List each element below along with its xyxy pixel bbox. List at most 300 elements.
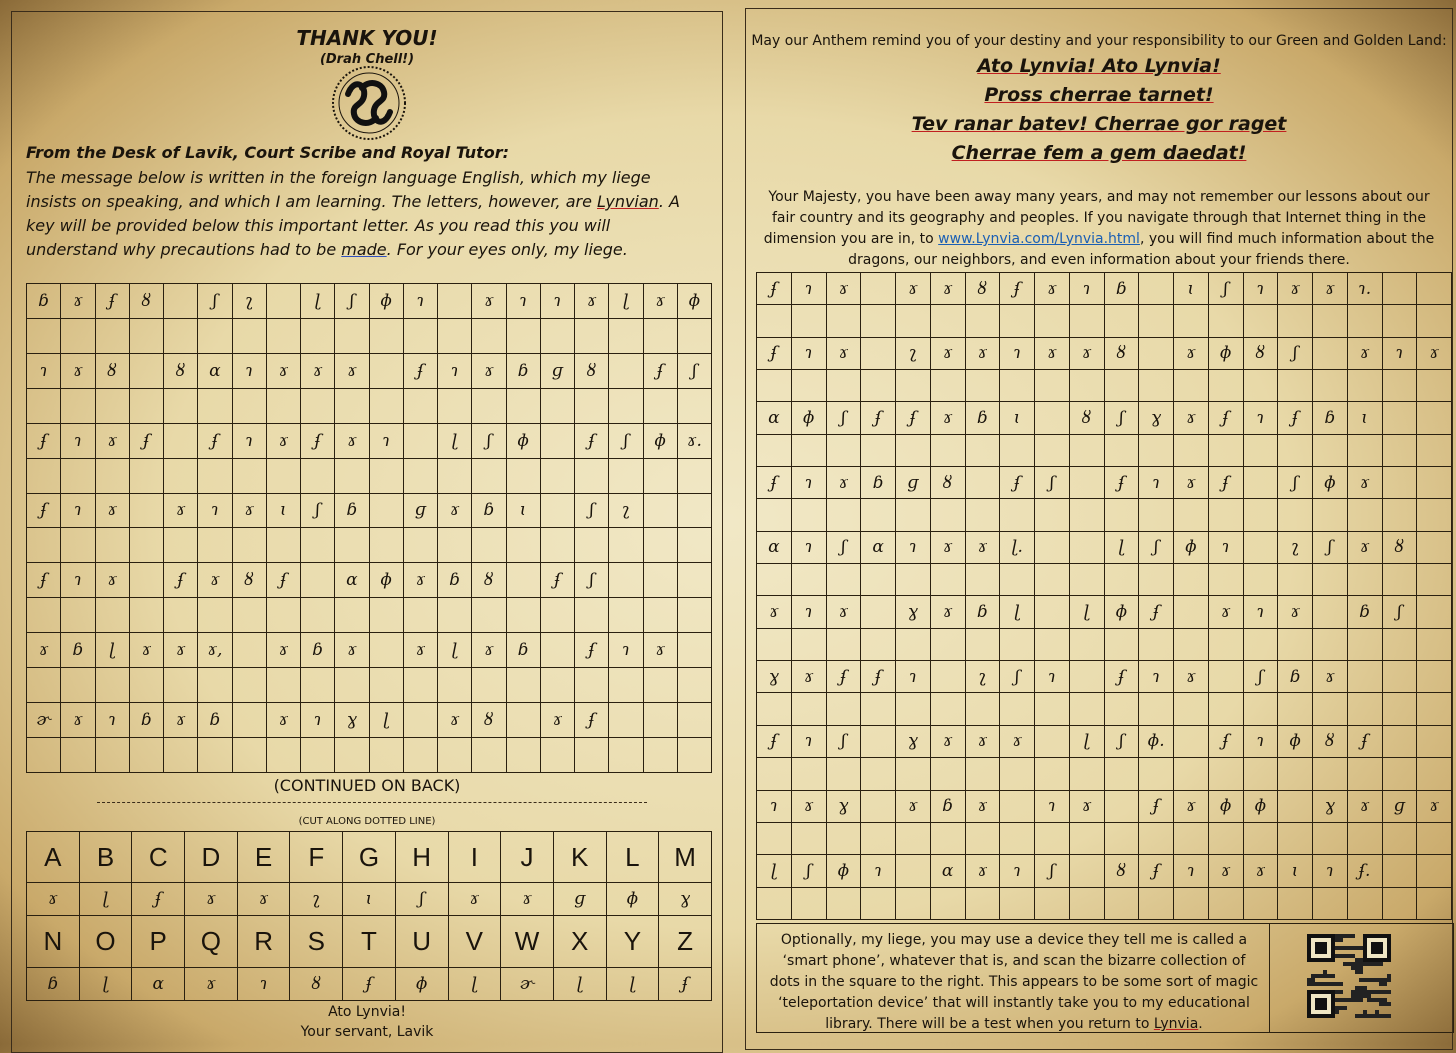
cipher-cell: ɑ: [335, 563, 369, 598]
cipher-cell: ɤ: [791, 790, 826, 822]
blank-cell: [757, 499, 792, 531]
blank-cell: [1104, 305, 1139, 337]
blank-cell: [335, 668, 369, 703]
blank-cell: [757, 434, 792, 466]
cipher-cell: ɤ: [757, 596, 792, 628]
blank-cell: [403, 737, 437, 772]
key-glyph: ɤ: [27, 883, 80, 916]
cipher-cell: ɣ: [757, 661, 792, 693]
cipher-cell: [861, 790, 896, 822]
blank-cell: [1069, 305, 1104, 337]
key-glyph: ɑ: [132, 967, 185, 1001]
blank-cell: [1174, 628, 1209, 660]
blank-cell: [1000, 564, 1035, 596]
cipher-cell: ɿ: [1243, 596, 1278, 628]
blank-cell: [575, 458, 609, 493]
cipher-cell: [129, 353, 163, 388]
blank-cell: [1174, 370, 1209, 402]
cipher-cell: [1382, 855, 1417, 887]
cipher-cell: ɿ: [438, 353, 472, 388]
blank-cell: [1035, 887, 1070, 919]
blank-cell: [369, 737, 403, 772]
blank-cell: [1347, 564, 1382, 596]
cipher-cell: ɿ: [301, 703, 335, 738]
cipher-cell: ɿ: [609, 633, 643, 668]
cipher-cell: ɤ: [61, 703, 95, 738]
blank-cell: [930, 822, 965, 854]
blank-cell: [1243, 499, 1278, 531]
blank-cell: [335, 737, 369, 772]
qr-code-icon[interactable]: [1307, 934, 1391, 1018]
cipher-cell: ɤ: [1174, 467, 1209, 499]
blank-cell: [506, 668, 540, 703]
cipher-cell: ɤ: [826, 273, 861, 305]
cipher-cell: ʃ: [826, 402, 861, 434]
cipher-cell: ʄ: [27, 493, 61, 528]
key-letter: O: [79, 916, 132, 967]
cipher-cell: ʅ: [965, 661, 1000, 693]
blank-cell: [965, 887, 1000, 919]
cipher-cell: ɤ: [1000, 725, 1035, 757]
blank-cell: [1208, 564, 1243, 596]
key-glyph: ȣ: [290, 967, 343, 1001]
blank-cell: [1313, 434, 1348, 466]
cipher-cell: ʄ: [757, 467, 792, 499]
blank-cell: [826, 822, 861, 854]
blank-cell: [301, 318, 335, 353]
blank-cell: [1347, 758, 1382, 790]
blank-cell: [575, 528, 609, 563]
blank-cell: [1104, 693, 1139, 725]
blank-cell: [1313, 305, 1348, 337]
cipher-cell: [1243, 467, 1278, 499]
cipher-cell: ɓ: [965, 402, 1000, 434]
cipher-row: [757, 402, 1452, 434]
cipher-cell: ʃ: [1035, 855, 1070, 887]
cipher-cell: ɿ: [1069, 273, 1104, 305]
key-glyph: ʅ: [290, 883, 343, 916]
cipher-cell: ɤ: [403, 633, 437, 668]
cipher-cell: [1313, 337, 1348, 369]
cipher-cell: [540, 423, 574, 458]
blank-cell: [301, 598, 335, 633]
cipher-blank-row: [757, 628, 1452, 660]
blank-cell: [791, 434, 826, 466]
blank-cell: [930, 499, 965, 531]
cipher-message-grid: [26, 283, 712, 773]
key-letter: U: [395, 916, 448, 967]
blank-cell: [1278, 434, 1313, 466]
cipher-cell: [677, 633, 711, 668]
blank-cell: [1347, 434, 1382, 466]
cipher-message-grid-back: [756, 272, 1452, 920]
blank-cell: [164, 388, 198, 423]
blank-cell: [643, 737, 677, 772]
closing-signature: Your servant, Lavik: [300, 1024, 434, 1040]
blank-cell: [826, 434, 861, 466]
blank-cell: [861, 758, 896, 790]
cipher-cell: ɣ: [1313, 790, 1348, 822]
cipher-cell: ȣ: [1104, 855, 1139, 887]
cipher-cell: [1243, 531, 1278, 563]
blank-cell: [301, 388, 335, 423]
blank-cell: [1139, 434, 1174, 466]
cipher-cell: [232, 633, 266, 668]
cipher-cell: ʃ: [1104, 402, 1139, 434]
blank-cell: [930, 305, 965, 337]
blank-cell: [301, 668, 335, 703]
cipher-cell: ɩ: [1174, 273, 1209, 305]
cipher-cell: ȣ: [472, 563, 506, 598]
cipher-blank-row: [757, 693, 1452, 725]
cipher-cell: [403, 703, 437, 738]
key-letter: G: [343, 832, 396, 883]
cipher-cell: ʄ: [757, 273, 792, 305]
blank-cell: [861, 564, 896, 596]
blank-cell: [27, 737, 61, 772]
cipher-cell: ɤ: [1313, 273, 1348, 305]
cipher-cell: ɿ: [791, 596, 826, 628]
blank-cell: [1417, 564, 1452, 596]
key-letter: F: [290, 832, 343, 883]
cipher-cell: [1104, 790, 1139, 822]
blank-cell: [1417, 305, 1452, 337]
blank-cell: [677, 737, 711, 772]
blank-cell: [198, 458, 232, 493]
blank-cell: [403, 458, 437, 493]
cipher-cell: ɭ: [1000, 596, 1035, 628]
blank-cell: [1174, 887, 1209, 919]
cipher-cell: ɑ: [198, 353, 232, 388]
blank-cell: [791, 628, 826, 660]
cipher-cell: ɿ: [61, 563, 95, 598]
blank-cell: [1347, 370, 1382, 402]
cipher-blank-row: [757, 758, 1452, 790]
blank-cell: [965, 628, 1000, 660]
cipher-cell: ʄ: [1208, 402, 1243, 434]
cipher-cell: ʃ: [1278, 337, 1313, 369]
blank-cell: [791, 499, 826, 531]
key-letter: Z: [659, 916, 712, 967]
cipher-cell: ʅ: [609, 493, 643, 528]
blank-cell: [609, 318, 643, 353]
blank-cell: [1104, 564, 1139, 596]
key-glyph: ɓ: [27, 967, 80, 1001]
blank-cell: [1208, 305, 1243, 337]
blank-cell: [335, 458, 369, 493]
blank-cell: [826, 693, 861, 725]
cipher-cell: [1069, 661, 1104, 693]
key-glyph: ɚ: [501, 967, 554, 1001]
cipher-cell: ʅ: [1278, 531, 1313, 563]
cipher-cell: ɤ: [129, 633, 163, 668]
cipher-cell: [1382, 467, 1417, 499]
key-glyph: ɡ: [553, 883, 606, 916]
key-glyph: ɤ: [501, 883, 554, 916]
blank-cell: [1069, 887, 1104, 919]
cipher-cell: [1417, 467, 1452, 499]
cipher-cell: ɤ: [930, 402, 965, 434]
cipher-cell: ʃ: [826, 531, 861, 563]
cipher-cell: ɡ: [1382, 790, 1417, 822]
cipher-cell: [506, 703, 540, 738]
cipher-cell: [506, 563, 540, 598]
blank-cell: [757, 758, 792, 790]
cipher-cell: ɓ: [198, 703, 232, 738]
blank-cell: [896, 628, 931, 660]
cipher-cell: ɿ: [1035, 661, 1070, 693]
cipher-cell: [1069, 531, 1104, 563]
cipher-cell: ɸ: [1243, 790, 1278, 822]
cipher-cell: ɿ: [896, 531, 931, 563]
blank-cell: [232, 598, 266, 633]
cipher-cell: ɸ: [1278, 725, 1313, 757]
cipher-blank-row: [27, 598, 712, 633]
blank-cell: [1104, 499, 1139, 531]
blank-cell: [677, 318, 711, 353]
key-letter: I: [448, 832, 501, 883]
key-glyph: ʄ: [132, 883, 185, 916]
blank-cell: [1347, 499, 1382, 531]
cipher-cell: ɓ: [472, 493, 506, 528]
blank-cell: [896, 758, 931, 790]
blank-cell: [129, 668, 163, 703]
blank-cell: [791, 822, 826, 854]
cipher-cell: ʄ: [757, 725, 792, 757]
blank-cell: [506, 737, 540, 772]
blank-cell: [757, 628, 792, 660]
blank-cell: [896, 305, 931, 337]
cipher-cell: ɣ: [826, 790, 861, 822]
cipher-cell: ɤ: [1035, 273, 1070, 305]
cipher-cell: ɤ: [1417, 337, 1452, 369]
anthem-line: Cherrae fem a gem daedat!: [951, 142, 1247, 164]
blank-cell: [1313, 499, 1348, 531]
cipher-cell: ɓ: [1104, 273, 1139, 305]
key-glyph: ɭ: [606, 967, 659, 1001]
blank-cell: [1208, 822, 1243, 854]
cipher-cell: [266, 284, 300, 319]
cipher-cell: ɤ: [472, 284, 506, 319]
cipher-cell: ȣ: [129, 284, 163, 319]
cipher-cell: ɣ: [335, 703, 369, 738]
anthem-line: Ato Lynvia! Ato Lynvia!: [977, 55, 1221, 77]
blank-cell: [129, 388, 163, 423]
blank-cell: [1139, 758, 1174, 790]
cipher-cell: [1417, 661, 1452, 693]
key-letter: Y: [606, 916, 659, 967]
blank-cell: [1104, 822, 1139, 854]
blank-cell: [369, 458, 403, 493]
cipher-cell: ɤ: [930, 531, 965, 563]
blank-cell: [1069, 693, 1104, 725]
cipher-cell: ʄ: [266, 563, 300, 598]
cipher-cell: ʄ: [164, 563, 198, 598]
cipher-cell: ɸ: [369, 284, 403, 319]
blank-cell: [129, 598, 163, 633]
blank-cell: [1347, 305, 1382, 337]
cipher-cell: [232, 703, 266, 738]
cipher-cell: ɤ: [27, 633, 61, 668]
cipher-blank-row: [757, 499, 1452, 531]
blank-cell: [266, 318, 300, 353]
cipher-cell: ʄ: [403, 353, 437, 388]
cipher-cell: ɤ: [826, 337, 861, 369]
cipher-cell: ɓ: [1313, 402, 1348, 434]
cipher-cell: ɤ: [1243, 855, 1278, 887]
key-glyph: ɸ: [606, 883, 659, 916]
cipher-cell: ɤ: [575, 284, 609, 319]
blank-cell: [930, 564, 965, 596]
cipher-cell: ɿ: [540, 284, 574, 319]
blank-cell: [129, 458, 163, 493]
key-glyph-row: [27, 967, 712, 1001]
blank-cell: [1139, 887, 1174, 919]
blank-cell: [896, 693, 931, 725]
blank-cell: [95, 458, 129, 493]
cipher-cell: [896, 855, 931, 887]
blank-cell: [129, 318, 163, 353]
cipher-blank-row: [757, 434, 1452, 466]
blank-cell: [1382, 628, 1417, 660]
cipher-cell: ɤ: [164, 633, 198, 668]
blank-cell: [61, 388, 95, 423]
cipher-blank-row: [757, 564, 1452, 596]
blank-cell: [1313, 758, 1348, 790]
cipher-cell: ʄ: [575, 423, 609, 458]
cipher-cell: [369, 493, 403, 528]
cipher-cell: ɤ: [1069, 790, 1104, 822]
blank-cell: [930, 758, 965, 790]
cipher-cell: [438, 284, 472, 319]
cipher-blank-row: [27, 388, 712, 423]
cipher-cell: ɤ: [95, 563, 129, 598]
key-letter: V: [448, 916, 501, 967]
cipher-cell: ɭ: [438, 423, 472, 458]
cipher-row: [27, 423, 712, 458]
blank-cell: [575, 318, 609, 353]
blank-cell: [1174, 305, 1209, 337]
cipher-cell: ɿ: [1208, 531, 1243, 563]
blank-cell: [540, 388, 574, 423]
lynvia-website-link[interactable]: www.Lynvia.com/Lynvia.html: [938, 231, 1140, 247]
blank-cell: [95, 528, 129, 563]
cipher-cell: [1278, 790, 1313, 822]
cipher-cell: ɿ: [506, 284, 540, 319]
cipher-cell: ɤ: [896, 273, 931, 305]
blank-cell: [609, 668, 643, 703]
cipher-cell: ɑ: [930, 855, 965, 887]
cipher-cell: ɿ: [791, 531, 826, 563]
blank-cell: [1278, 758, 1313, 790]
blank-cell: [61, 598, 95, 633]
blank-cell: [1069, 564, 1104, 596]
cipher-cell: ɸ: [369, 563, 403, 598]
cipher-cell: ɤ: [1174, 337, 1209, 369]
cipher-cell: ʄ: [1000, 467, 1035, 499]
cipher-cell: ʄ: [861, 402, 896, 434]
cipher-cell: [1208, 661, 1243, 693]
blank-cell: [1347, 822, 1382, 854]
key-glyph: ɭ: [79, 967, 132, 1001]
cipher-cell: ɿ: [61, 493, 95, 528]
cipher-cell: ɭ: [95, 633, 129, 668]
cipher-cell: ȣ: [1104, 337, 1139, 369]
blank-cell: [232, 458, 266, 493]
blank-cell: [1278, 693, 1313, 725]
key-glyph: ʄ: [659, 967, 712, 1001]
qr-info-box: [756, 923, 1454, 1033]
cipher-cell: [1417, 725, 1452, 757]
cipher-key-table: [26, 831, 712, 1001]
blank-cell: [965, 499, 1000, 531]
cipher-cell: ɿ: [791, 725, 826, 757]
blank-cell: [61, 318, 95, 353]
cipher-cell: ɤ: [1174, 661, 1209, 693]
cipher-cell: [1000, 790, 1035, 822]
cipher-cell: ʃ: [301, 493, 335, 528]
cipher-cell: ɑ: [861, 531, 896, 563]
blank-cell: [266, 668, 300, 703]
blank-cell: [472, 318, 506, 353]
cipher-cell: ȣ: [965, 273, 1000, 305]
cipher-cell: ɭ: [301, 284, 335, 319]
cipher-cell: ɤ: [438, 703, 472, 738]
cipher-cell: ɤ: [335, 353, 369, 388]
cipher-cell: ɿ: [369, 423, 403, 458]
key-letter: A: [27, 832, 80, 883]
key-letter: M: [659, 832, 712, 883]
blank-cell: [1243, 628, 1278, 660]
blank-cell: [1347, 693, 1382, 725]
cut-note: (CUT ALONG DOTTED LINE): [298, 816, 436, 827]
key-letter: X: [553, 916, 606, 967]
blank-cell: [677, 598, 711, 633]
blank-cell: [369, 388, 403, 423]
cipher-cell: ɤ: [1347, 467, 1382, 499]
cipher-cell: ɿ: [1000, 337, 1035, 369]
cipher-cell: ɤ: [164, 703, 198, 738]
blank-cell: [826, 305, 861, 337]
back-page: [745, 8, 1453, 1050]
cipher-cell: ɤ: [198, 563, 232, 598]
cipher-cell: [643, 493, 677, 528]
blank-cell: [1139, 370, 1174, 402]
blank-cell: [1278, 564, 1313, 596]
cipher-cell: ȣ: [232, 563, 266, 598]
cipher-cell: ɓ: [301, 633, 335, 668]
blank-cell: [643, 598, 677, 633]
cipher-cell: [861, 725, 896, 757]
info-paragraph: Your Majesty, you have been away many years, and may not remember our lessons about our fair country and its geography and peoples. If you navigate through that Internet thing in the dimension you are in, to www.Lynvia.com/Lynvia.html, you will find much information about the dragons, our neighbors, and even information about your friends there.: [763, 189, 1435, 268]
key-glyph: ɸ: [395, 967, 448, 1001]
cipher-cell: ɤ: [930, 337, 965, 369]
blank-cell: [27, 528, 61, 563]
blank-cell: [791, 887, 826, 919]
blank-cell: [1000, 434, 1035, 466]
key-glyph: ʃ: [395, 883, 448, 916]
key-letter: S: [290, 916, 343, 967]
cipher-cell: [861, 596, 896, 628]
cipher-cell: ɤ: [826, 596, 861, 628]
blank-cell: [643, 528, 677, 563]
blank-cell: [1000, 305, 1035, 337]
blank-cell: [164, 318, 198, 353]
blank-cell: [266, 388, 300, 423]
blank-cell: [1069, 499, 1104, 531]
blank-cell: [1035, 305, 1070, 337]
blank-cell: [335, 528, 369, 563]
